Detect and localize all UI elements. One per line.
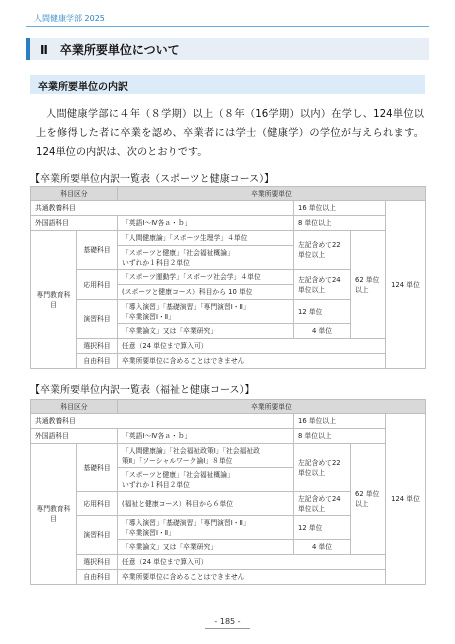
table-row [31, 429, 426, 444]
applied-requirement-2: (スポーツと健康コース）科目から 10 単位 [118, 285, 294, 300]
col-header-category: 科目区分 [31, 187, 118, 201]
category-applied: 応用科目 [77, 492, 118, 516]
seminar-requirement-1: 「導入演習」「基礎演習」「専門演習Ⅰ・Ⅱ」 「卒業演習Ⅰ・Ⅱ」 [118, 300, 294, 324]
units-foreign: 8 単位以上 [294, 216, 386, 231]
basic-requirement-1: 「人間健康論」「社会福祉政策Ⅰ」「社会福祉政 策Ⅱ」「ソーシャルワーク論Ⅰ」８単位 [118, 444, 294, 468]
foreign-requirement: 「英語Ⅰ～Ⅳ各ａ・ｂ」 [118, 216, 294, 231]
basic-subtotal: 左記含めて22単位以上 [294, 444, 351, 492]
table2-heading: 【卒業所要単位内訳一覧表（福祉と健康コース）】 [30, 385, 255, 396]
seminar-units-2: 4 単位 [294, 540, 351, 555]
category-common-edu: 共通教養科目 [31, 414, 294, 429]
intro-paragraph: 人間健康学部に４年（８学期）以上（８年（16学期）以内）在学し、124単位以上を修得した者に卒業を認め、卒業者には学士（健康学）の学位が与えられます。124単位の内訳は、次のとおりです。 [36, 109, 424, 158]
table-row [31, 555, 426, 570]
col-header-units: 卒業所要単位 [118, 400, 426, 414]
free-requirement: 卒業所要単位に含めることはできません [118, 354, 386, 369]
applied-requirement-1: 「スポーツ運動学」「スポーツ社会学」４単位 [118, 270, 294, 285]
subsection-heading-bar [30, 75, 425, 94]
category-major: 専門教育科目 [31, 231, 77, 369]
applied-subtotal: 左記含めて24 単位以上 [294, 270, 351, 300]
basic-requirement-2: 「スポーツと健康」「社会福祉概論」 いずれか１科目２単位 [118, 468, 294, 492]
page-number-rule [205, 628, 250, 629]
table-row [31, 339, 426, 354]
table-row [31, 570, 426, 585]
grand-total: 124 単位 [386, 201, 426, 369]
table-row [31, 444, 426, 468]
section-title: Ⅱ 卒業所要単位について [40, 43, 180, 57]
category-foreign: 外国語科目 [31, 216, 118, 231]
table1-requirements [30, 186, 426, 369]
elective-requirement: 任意（24 単位まで算入可） [118, 339, 386, 354]
grand-total: 124 単位 [386, 414, 426, 585]
category-elective: 選択科目 [77, 555, 118, 570]
units-common-edu: 16 単位以上 [294, 201, 386, 216]
category-seminar: 演習科目 [77, 516, 118, 555]
applied-subtotal: 左記含めて24 単位以上 [294, 492, 351, 516]
col-header-category: 科目区分 [31, 400, 118, 414]
category-applied: 応用科目 [77, 270, 118, 300]
elective-requirement: 任意（24 単位まで算入可） [118, 555, 386, 570]
category-major: 専門教育科目 [31, 444, 77, 585]
col-header-units: 卒業所要単位 [118, 187, 426, 201]
units-foreign: 8 単位以上 [294, 429, 386, 444]
basic-requirement-1: 「人間健康論」「スポーツ生理学」４単位 [118, 231, 294, 246]
seminar-units-1: 12 単位 [294, 300, 351, 324]
table-row [31, 354, 426, 369]
table1-heading: 【卒業所要単位内訳一覧表（スポーツと健康コース）】 [30, 174, 275, 185]
category-free: 自由科目 [77, 354, 118, 369]
subsection-title: 卒業所要単位の内訳 [38, 82, 128, 93]
page-number: - 185 - [214, 617, 241, 626]
table-row [31, 231, 426, 246]
category-basic: 基礎科目 [77, 444, 118, 492]
seminar-units-2: 4 単位 [294, 324, 351, 339]
category-common-edu: 共通教養科目 [31, 201, 294, 216]
seminar-requirement-2: 「卒業論文」又は「卒業研究」 [118, 324, 294, 339]
category-basic: 基礎科目 [77, 231, 118, 270]
table-row [31, 414, 426, 429]
section-heading-bar [26, 38, 429, 60]
seminar-units-1: 12 単位 [294, 516, 351, 540]
table-row [31, 201, 426, 216]
basic-requirement-2: 「スポーツと健康」「社会福祉概論」 いずれか１科目２単位 [118, 246, 294, 270]
units-common-edu: 16 単位以上 [294, 414, 386, 429]
seminar-requirement-1: 「導入演習」「基礎演習」「専門演習Ⅰ・Ⅱ」 「卒業演習Ⅰ・Ⅱ」 [118, 516, 294, 540]
category-seminar: 演習科目 [77, 300, 118, 339]
category-free: 自由科目 [77, 570, 118, 585]
page-header-title: 人間健康学部 2025 [34, 14, 105, 23]
major-total: 62 単位以上 [351, 231, 386, 339]
table-row [31, 216, 426, 231]
foreign-requirement: 「英語Ⅰ～Ⅳ各ａ・ｂ」 [118, 429, 294, 444]
table-header-row [31, 187, 426, 201]
applied-requirement-1: (福祉と健康コース）科目から６単位 [118, 492, 294, 516]
table2-requirements [30, 399, 426, 585]
free-requirement: 卒業所要単位に含めることはできません [118, 570, 386, 585]
seminar-requirement-2: 「卒業論文」又は「卒業研究」 [118, 540, 294, 555]
category-foreign: 外国語科目 [31, 429, 118, 444]
category-elective: 選択科目 [77, 339, 118, 354]
page-header-rule [26, 26, 429, 27]
table-header-row [31, 400, 426, 414]
major-total: 62 単位以上 [351, 444, 386, 555]
basic-subtotal: 左記含めて22単位以上 [294, 231, 351, 270]
